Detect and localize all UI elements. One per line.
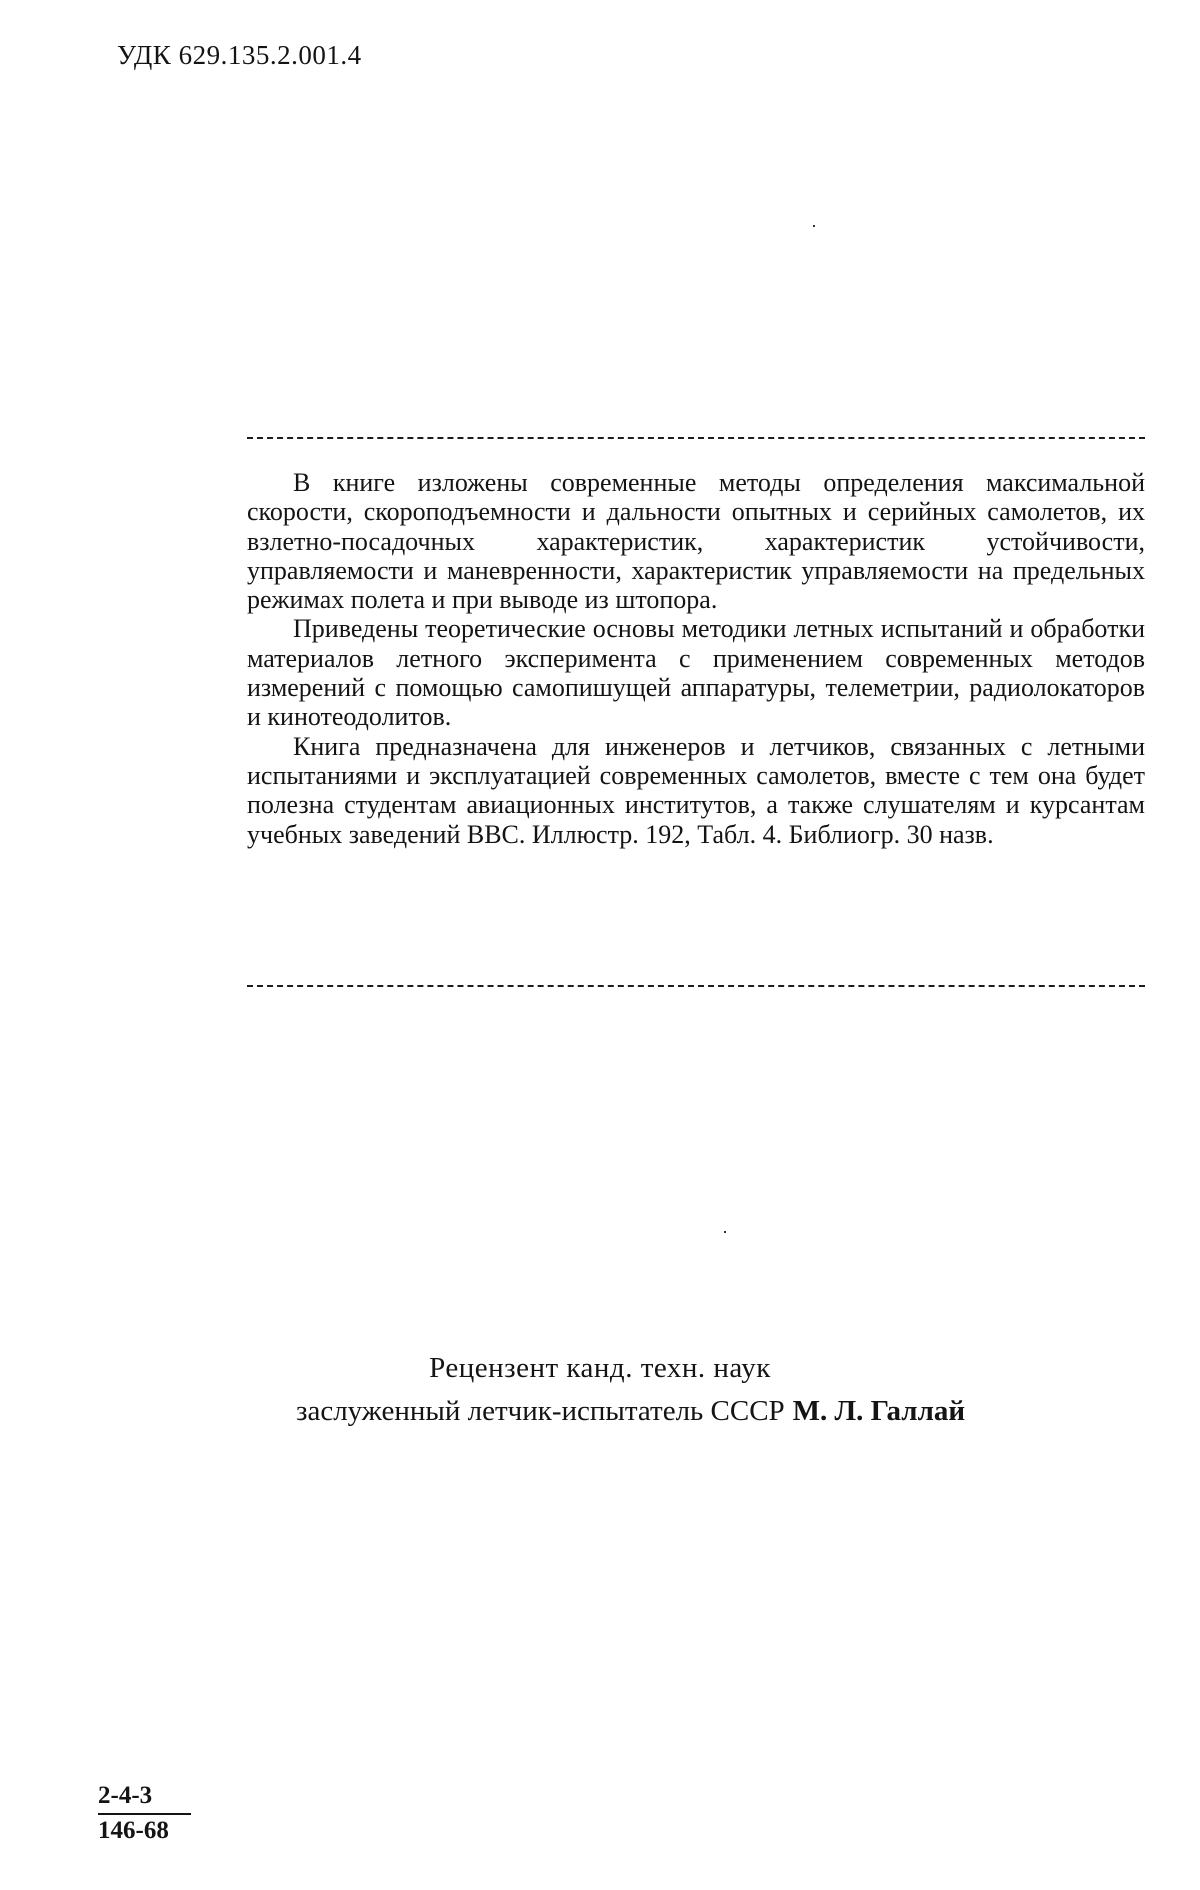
abstract-paragraph: В книге изложены современные методы определения максимальной скорости, скороподъемности и дальности опытных и серийных самолетов, их взлетно-посадочных характеристик, характеристик устойчивости, управляемости и маневренности, характеристик управляемости на предельных режимах полета и при выводе из штопора.	[247, 468, 1145, 615]
publication-code	[98, 1780, 191, 1847]
abstract-bottom-rule	[247, 985, 1145, 987]
udc-code: УДК 629.135.2.001.4	[117, 40, 362, 70]
abstract-paragraph: Приведены теоретические основы методики летных испытаний и обработки материалов летного эксперимента с применением современных методов измерений с помощью самопишущей аппаратуры, телеметрии, радиолокаторов и кинотеодолитов.	[247, 614, 1145, 732]
publication-code-denominator: 146-68	[98, 1817, 169, 1844]
reviewer-name: М. Л. Галлай	[792, 1395, 966, 1427]
publication-code-numerator: 2-4-3	[98, 1780, 191, 1815]
abstract-top-rule	[247, 437, 1145, 439]
reviewer-role: заслуженный летчик-испытатель СССР	[296, 1395, 785, 1427]
reviewer-credit	[296, 1395, 965, 1428]
reviewer-title: Рецензент канд. техн. наук	[429, 1352, 771, 1384]
print-speck	[724, 1231, 726, 1233]
abstract-block	[247, 468, 1145, 849]
abstract-paragraph: Книга предназначена для инженеров и летчиков, связанных с летными испытаниями и эксплуатацией современных самолетов, вместе с тем она будет полезна студентам авиационных институтов, а также слушателям и курсантам учебных заведений ВВС. Иллюстр. 192, Табл. 4. Библиогр. 30 назв.	[247, 731, 1145, 849]
print-speck	[813, 225, 815, 227]
